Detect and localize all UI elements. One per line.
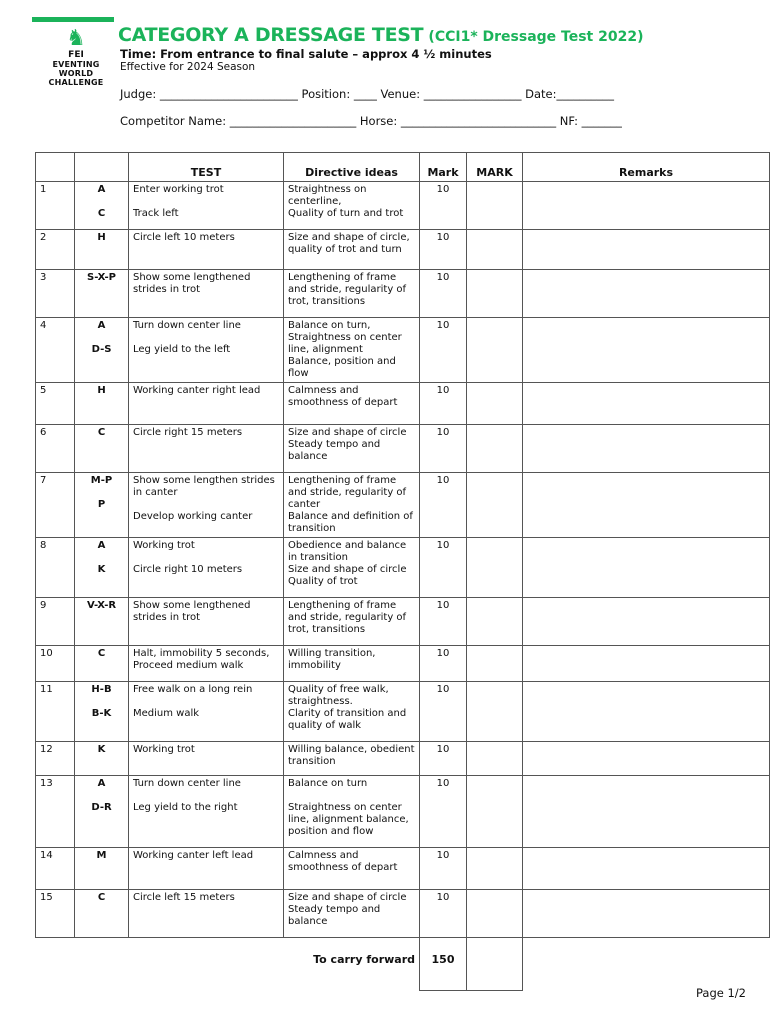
directive-ideas (284, 383, 420, 425)
movement-test (129, 682, 284, 742)
table-row (36, 182, 770, 230)
max-mark-text: 10 (436, 320, 450, 331)
movement-number-text: 12 (40, 744, 53, 755)
table-row (36, 473, 770, 538)
movement-description: Circle right 10 meters (133, 564, 243, 575)
movement-letters (75, 230, 129, 270)
mark-entry-cell[interactable] (467, 538, 523, 598)
movement-letter: A (97, 184, 106, 195)
table-row (36, 270, 770, 318)
movement-letter: D-R (91, 802, 112, 813)
mark-entry-cell[interactable] (467, 742, 523, 776)
directive-text: Quality of free walk, straightness. Clarity of transition and quality of walk (288, 684, 407, 731)
movement-test (129, 270, 284, 318)
test-duration: Time: From entrance to final salute – approx 4 ½ minutes (120, 47, 492, 61)
movement-number-text: 13 (40, 778, 53, 789)
max-mark (420, 848, 467, 890)
max-mark-text: 10 (436, 232, 450, 243)
movement-number (36, 682, 75, 742)
max-mark (420, 776, 467, 848)
movement-letter: A (97, 778, 106, 789)
directive-text: Size and shape of circle Steady tempo and balance (288, 427, 407, 462)
max-mark-text: 10 (436, 427, 450, 438)
directive-ideas (284, 425, 420, 473)
movement-letters (75, 742, 129, 776)
table-row (36, 598, 770, 646)
directive-text: Calmness and smoothness of depart (288, 850, 398, 873)
max-mark (420, 473, 467, 538)
page-title (118, 24, 644, 46)
directive-text: Lengthening of frame and stride, regularity of trot, transitions (288, 272, 407, 307)
movement-letter: C (97, 648, 106, 659)
directive-text: Straightness on centerline, Quality of turn and trot (288, 184, 404, 219)
remarks-cell[interactable] (523, 182, 770, 230)
competitor-details-line: Competitor Name: ______________________ Horse: ___________________________ NF: _______ (120, 114, 622, 128)
max-mark-text: 10 (436, 892, 450, 903)
max-mark (420, 318, 467, 383)
directive-ideas (284, 318, 420, 383)
movement-test (129, 646, 284, 682)
movement-test (129, 890, 284, 938)
mark-entry-cell[interactable] (467, 230, 523, 270)
directive-text: Willing transition, immobility (288, 648, 376, 671)
table-row (36, 425, 770, 473)
directive-ideas (284, 742, 420, 776)
movement-letter: K (97, 744, 106, 755)
remarks-cell[interactable] (523, 425, 770, 473)
col-mark-entry: MARK (467, 153, 523, 182)
movement-number-text: 7 (40, 475, 47, 486)
movement-letters (75, 598, 129, 646)
page-number: Page 1/2 (695, 986, 746, 1000)
movement-number (36, 270, 75, 318)
movement-number-text: 11 (40, 684, 53, 695)
remarks-cell[interactable] (523, 473, 770, 538)
col-directive: Directive ideas (284, 153, 420, 182)
movement-test (129, 318, 284, 383)
remarks-cell[interactable] (523, 848, 770, 890)
col-number (36, 153, 75, 182)
max-mark (420, 230, 467, 270)
max-mark-text: 10 (436, 600, 450, 611)
max-mark-text: 10 (436, 272, 450, 283)
max-mark-text: 10 (436, 475, 450, 486)
movement-letter: H (97, 385, 106, 396)
movement-number-text: 2 (40, 232, 47, 243)
movement-description: Turn down center line (133, 778, 241, 789)
movement-letter: V-X-R (86, 600, 117, 611)
movement-test (129, 776, 284, 848)
remarks-cell[interactable] (523, 318, 770, 383)
movement-number-text: 4 (40, 320, 47, 331)
max-mark-text: 10 (436, 385, 450, 396)
movement-test (129, 598, 284, 646)
movement-test (129, 538, 284, 598)
mark-entry-cell[interactable] (467, 182, 523, 230)
directive-ideas (284, 682, 420, 742)
directive-ideas (284, 270, 420, 318)
movement-letters (75, 182, 129, 230)
horse-rider-icon: ♞ (66, 26, 86, 51)
movement-letter: D-S (91, 344, 112, 355)
mark-entry-cell[interactable] (467, 318, 523, 383)
movement-test (129, 230, 284, 270)
movement-description: Enter working trot (133, 184, 224, 195)
table-row (36, 682, 770, 742)
directive-ideas (284, 646, 420, 682)
col-letters (75, 153, 129, 182)
mark-entry-cell[interactable] (467, 270, 523, 318)
carry-forward-label: To carry forward (313, 953, 415, 966)
movement-description: Medium walk (133, 708, 200, 719)
table-row (36, 890, 770, 938)
movement-letters (75, 646, 129, 682)
directive-text: Balance on turn, Straightness on center line, alignment Balance, position and flow (288, 320, 402, 379)
movement-letter: M (96, 850, 107, 861)
movement-number (36, 318, 75, 383)
movement-letter: A (97, 540, 106, 551)
movement-letter: C (97, 892, 106, 903)
movement-letter: C (97, 427, 106, 438)
movement-letters (75, 890, 129, 938)
movement-description: Working canter right lead (133, 385, 261, 396)
mark-entry-cell[interactable] (467, 473, 523, 538)
max-mark (420, 890, 467, 938)
movement-letters (75, 848, 129, 890)
max-mark-text: 10 (436, 850, 450, 861)
directive-text: Willing balance, obedient transition (288, 744, 415, 767)
movement-letters (75, 318, 129, 383)
directive-text: Lengthening of frame and stride, regularity of trot, transitions (288, 600, 407, 635)
max-mark-text: 10 (436, 778, 450, 789)
movement-description: Turn down center line (133, 320, 241, 331)
movement-description: Show some lengthen strides in canter (133, 475, 275, 498)
carry-forward-entry[interactable] (467, 938, 523, 991)
movement-description: Show some lengthened strides in trot (133, 272, 251, 295)
directive-ideas (284, 473, 420, 538)
col-remarks: Remarks (523, 153, 770, 182)
movement-number (36, 776, 75, 848)
movement-number (36, 538, 75, 598)
movement-description: Track left (133, 208, 179, 219)
logo-line-challenge: CHALLENGE (48, 78, 104, 87)
remarks-cell[interactable] (523, 598, 770, 646)
movement-description: Leg yield to the left (133, 344, 231, 355)
directive-ideas (284, 776, 420, 848)
logo-line-eventing: EVENTING (52, 60, 100, 69)
directive-ideas (284, 848, 420, 890)
movement-number-text: 5 (40, 385, 47, 396)
max-mark (420, 682, 467, 742)
title-main: CATEGORY A DRESSAGE TEST (118, 24, 424, 46)
table-header-row (36, 153, 770, 182)
table-row (36, 848, 770, 890)
movement-test (129, 425, 284, 473)
mark-entry-cell[interactable] (467, 848, 523, 890)
max-mark-text: 10 (436, 648, 450, 659)
movement-letter: A (97, 320, 106, 331)
movement-letter: H (97, 232, 106, 243)
directive-ideas (284, 598, 420, 646)
movement-number (36, 182, 75, 230)
movement-number-text: 6 (40, 427, 47, 438)
directive-ideas (284, 538, 420, 598)
movement-letters (75, 682, 129, 742)
movement-number-text: 8 (40, 540, 47, 551)
mark-entry-cell[interactable] (467, 890, 523, 938)
movement-letter: K (97, 564, 106, 575)
movement-test (129, 383, 284, 425)
movement-test (129, 182, 284, 230)
carry-forward-row (36, 938, 770, 991)
movement-letters (75, 776, 129, 848)
max-mark (420, 270, 467, 318)
header-accent-bar (32, 17, 114, 22)
directive-text: Size and shape of circle, quality of trot and turn (288, 232, 410, 255)
movement-number-text: 3 (40, 272, 47, 283)
movement-number-text: 9 (40, 600, 47, 611)
movement-description: Circle left 15 meters (133, 892, 235, 903)
directive-ideas (284, 230, 420, 270)
max-mark (420, 646, 467, 682)
directive-ideas (284, 890, 420, 938)
movement-description: Working trot (133, 540, 195, 551)
movement-letters (75, 473, 129, 538)
movement-description: Free walk on a long rein (133, 684, 253, 695)
remarks-cell[interactable] (523, 270, 770, 318)
movement-number-text: 1 (40, 184, 47, 195)
logo-line-world: WORLD (58, 69, 94, 78)
movement-description: Leg yield to the right (133, 802, 238, 813)
mark-entry-cell[interactable] (467, 383, 523, 425)
col-mark: Mark (420, 153, 467, 182)
movement-letter: M-P (90, 475, 113, 486)
mark-entry-cell[interactable] (467, 646, 523, 682)
movement-letter: P (97, 499, 106, 510)
mark-entry-cell[interactable] (467, 682, 523, 742)
directive-text: Balance on turn Straightness on center line, alignment balance, position and flow (288, 778, 409, 837)
movement-number (36, 598, 75, 646)
max-mark (420, 742, 467, 776)
movement-description: Circle left 10 meters (133, 232, 235, 243)
col-test: TEST (129, 153, 284, 182)
mark-entry-cell[interactable] (467, 425, 523, 473)
movement-number-text: 14 (40, 850, 53, 861)
remarks-cell[interactable] (523, 383, 770, 425)
remarks-cell[interactable] (523, 538, 770, 598)
movement-test (129, 473, 284, 538)
remarks-cell[interactable] (523, 890, 770, 938)
max-mark (420, 538, 467, 598)
effective-season: Effective for 2024 Season (120, 61, 256, 73)
table-row (36, 776, 770, 848)
movement-letter: C (97, 208, 106, 219)
max-mark-text: 10 (436, 684, 450, 695)
movement-description: Halt, immobility 5 seconds, Proceed medium walk (133, 648, 270, 671)
movement-letters (75, 425, 129, 473)
directive-text: Size and shape of circle Steady tempo and balance (288, 892, 407, 927)
max-mark-text: 10 (436, 744, 450, 755)
max-mark (420, 383, 467, 425)
movement-number (36, 646, 75, 682)
table-row (36, 318, 770, 383)
carry-forward-total: 150 (420, 938, 467, 991)
logo-line-fei: FEI (68, 50, 84, 60)
movement-number (36, 230, 75, 270)
mark-entry-cell[interactable] (467, 776, 523, 848)
dressage-score-table (35, 152, 770, 991)
mark-entry-cell[interactable] (467, 598, 523, 646)
movement-description: Working trot (133, 744, 195, 755)
max-mark (420, 598, 467, 646)
movement-description: Circle right 15 meters (133, 427, 243, 438)
movement-number (36, 890, 75, 938)
remarks-cell[interactable] (523, 646, 770, 682)
movement-description: Working canter left lead (133, 850, 254, 861)
movement-letter: S-X-P (87, 272, 116, 283)
directive-text: Lengthening of frame and stride, regularity of canter Balance and definition of transition (288, 475, 413, 534)
movement-number-text: 15 (40, 892, 53, 903)
movement-description: Show some lengthened strides in trot (133, 600, 251, 623)
movement-letters (75, 383, 129, 425)
movement-test (129, 742, 284, 776)
movement-number (36, 425, 75, 473)
max-mark-text: 10 (436, 184, 450, 195)
movement-letter: B-K (91, 708, 112, 719)
movement-letters (75, 538, 129, 598)
movement-number-text: 10 (40, 648, 53, 659)
max-mark-text: 10 (436, 540, 450, 551)
table-row (36, 230, 770, 270)
directive-text: Obedience and balance in transition Size and shape of circle Quality of trot (288, 540, 407, 587)
movement-number (36, 473, 75, 538)
table-row (36, 646, 770, 682)
remarks-cell[interactable] (523, 230, 770, 270)
table-row (36, 383, 770, 425)
movement-number (36, 848, 75, 890)
movement-letters (75, 270, 129, 318)
title-sub: (CCI1* Dressage Test 2022) (428, 29, 644, 45)
max-mark (420, 425, 467, 473)
fei-eventing-logo (36, 28, 116, 92)
remarks-cell[interactable] (523, 742, 770, 776)
movement-test (129, 848, 284, 890)
remarks-cell[interactable] (523, 682, 770, 742)
remarks-cell[interactable] (523, 776, 770, 848)
movement-number (36, 383, 75, 425)
max-mark (420, 182, 467, 230)
movement-number (36, 742, 75, 776)
movement-description: Develop working canter (133, 511, 253, 522)
table-row (36, 742, 770, 776)
directive-ideas (284, 182, 420, 230)
directive-text: Calmness and smoothness of depart (288, 385, 398, 408)
movement-letter: H-B (91, 684, 112, 695)
judge-details-line: Judge: ________________________ Position: ____ Venue: _________________ Date:__________ (120, 87, 615, 101)
table-row (36, 538, 770, 598)
